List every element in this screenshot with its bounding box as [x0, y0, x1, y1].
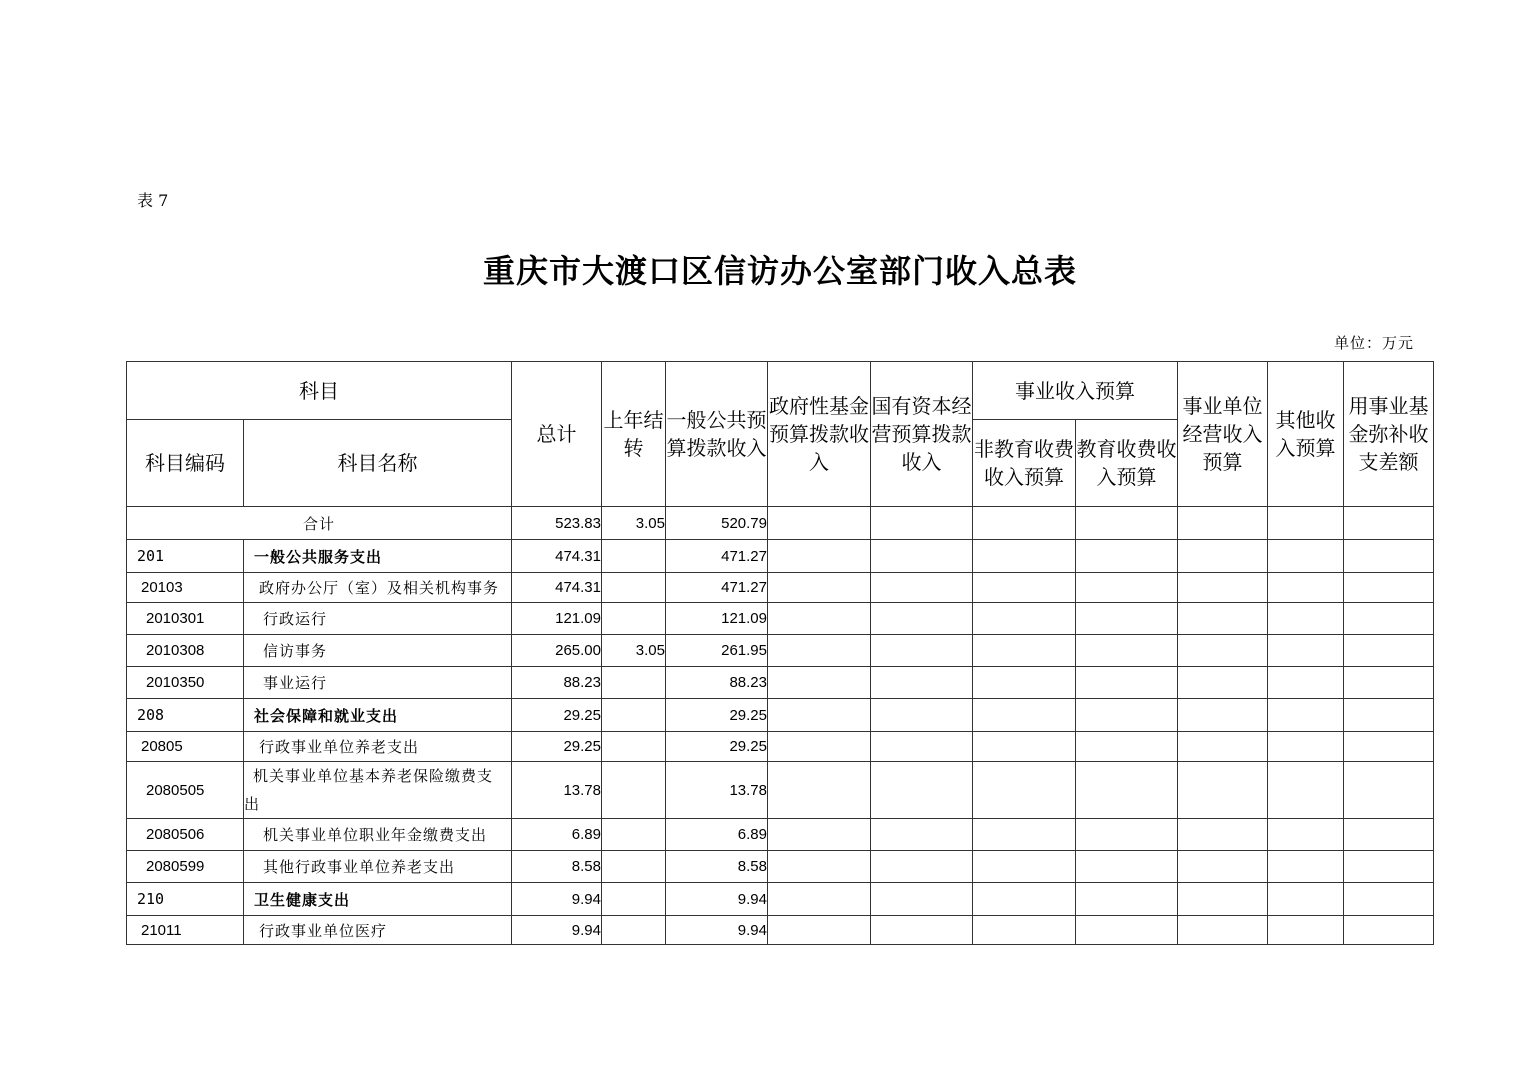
- row-carryover: [602, 762, 666, 819]
- table-row: [127, 540, 1434, 573]
- header-gov-fund: 政府性基金预算拨款收入: [768, 362, 871, 507]
- row-general: 121.09: [666, 603, 768, 635]
- row-total: 474.31: [512, 573, 602, 603]
- row-carryover: [602, 851, 666, 883]
- table-row: [127, 762, 1434, 819]
- row-name: 行政运行: [244, 603, 512, 635]
- row-carryover: 3.05: [602, 635, 666, 667]
- row-code: 2010308: [127, 635, 244, 667]
- header-business-income: 事业收入预算: [973, 362, 1178, 420]
- row-name: 信访事务: [244, 635, 512, 667]
- unit-label: 单位：万元: [1334, 334, 1415, 352]
- table-label: 表 7: [137, 191, 169, 210]
- header-unit-operation: 事业单位经营收入预算: [1178, 362, 1268, 507]
- row-code: 208: [127, 699, 244, 732]
- row-carryover: [602, 883, 666, 916]
- row-total: 29.25: [512, 732, 602, 762]
- row-code: 21011: [127, 916, 244, 945]
- table-row: [127, 573, 1434, 603]
- header-fund-balance: 用事业基金弥补收支差额: [1344, 362, 1434, 507]
- row-name: 行政事业单位医疗: [244, 916, 512, 945]
- total-label: 合计: [127, 507, 512, 540]
- header-name: 科目名称: [244, 420, 512, 507]
- header-row-1: [127, 362, 1434, 420]
- row-name-text: 机关事业单位基本养老保险缴费支出: [244, 767, 494, 813]
- total-total: 523.83: [512, 507, 602, 540]
- row-name: 政府办公厅（室）及相关机构事务: [244, 573, 512, 603]
- row-general: 471.27: [666, 573, 768, 603]
- row-carryover: [602, 819, 666, 851]
- row-name: 其他行政事业单位养老支出: [244, 851, 512, 883]
- row-carryover: [602, 916, 666, 945]
- row-name: [244, 762, 512, 819]
- row-name: 一般公共服务支出: [244, 540, 512, 573]
- row-code: 210: [127, 883, 244, 916]
- row-general: 261.95: [666, 635, 768, 667]
- row-name: 事业运行: [244, 667, 512, 699]
- row-code: 2080505: [127, 762, 244, 819]
- row-total: 9.94: [512, 883, 602, 916]
- total-row: [127, 507, 1434, 540]
- table-row: [127, 732, 1434, 762]
- table-row: [127, 667, 1434, 699]
- row-general: 29.25: [666, 732, 768, 762]
- header-carryover: 上年结转: [602, 362, 666, 507]
- row-carryover: [602, 573, 666, 603]
- row-general: 8.58: [666, 851, 768, 883]
- row-total: 265.00: [512, 635, 602, 667]
- row-general: 9.94: [666, 916, 768, 945]
- row-general: 6.89: [666, 819, 768, 851]
- header-other: 其他收入预算: [1268, 362, 1344, 507]
- row-general: 471.27: [666, 540, 768, 573]
- row-carryover: [602, 540, 666, 573]
- row-general: 9.94: [666, 883, 768, 916]
- table-row: [127, 699, 1434, 732]
- row-name: 社会保障和就业支出: [244, 699, 512, 732]
- table-row: [127, 819, 1434, 851]
- income-table: [126, 361, 1434, 945]
- row-total: 9.94: [512, 916, 602, 945]
- row-general: 29.25: [666, 699, 768, 732]
- document-title: 重庆市大渡口区信访办公室部门收入总表: [482, 252, 1077, 290]
- row-code: 2080506: [127, 819, 244, 851]
- header-code: 科目编码: [127, 420, 244, 507]
- row-total: 6.89: [512, 819, 602, 851]
- row-name: 行政事业单位养老支出: [244, 732, 512, 762]
- row-total: 88.23: [512, 667, 602, 699]
- row-name: 机关事业单位职业年金缴费支出: [244, 819, 512, 851]
- row-carryover: [602, 667, 666, 699]
- table-row: [127, 883, 1434, 916]
- row-general: 13.78: [666, 762, 768, 819]
- row-code: 201: [127, 540, 244, 573]
- row-code: 2080599: [127, 851, 244, 883]
- row-total: 13.78: [512, 762, 602, 819]
- header-non-edu: 非教育收费收入预算: [973, 420, 1076, 507]
- row-code: 2010350: [127, 667, 244, 699]
- table-row: [127, 635, 1434, 667]
- row-name: 卫生健康支出: [244, 883, 512, 916]
- table-row: [127, 603, 1434, 635]
- header-edu: 教育收费收入预算: [1076, 420, 1178, 507]
- row-total: 8.58: [512, 851, 602, 883]
- row-code: 20805: [127, 732, 244, 762]
- row-carryover: [602, 699, 666, 732]
- header-subject: 科目: [127, 362, 512, 420]
- header-total: 总计: [512, 362, 602, 507]
- row-carryover: [602, 732, 666, 762]
- row-carryover: [602, 603, 666, 635]
- header-state-capital: 国有资本经营预算拨款收入: [871, 362, 973, 507]
- row-total: 29.25: [512, 699, 602, 732]
- row-total: 121.09: [512, 603, 602, 635]
- table-row: [127, 916, 1434, 945]
- row-general: 88.23: [666, 667, 768, 699]
- header-general-budget: 一般公共预算拨款收入: [666, 362, 768, 507]
- total-general: 520.79: [666, 507, 768, 540]
- total-carryover: 3.05: [602, 507, 666, 540]
- row-code: 20103: [127, 573, 244, 603]
- table-row: [127, 851, 1434, 883]
- row-total: 474.31: [512, 540, 602, 573]
- row-code: 2010301: [127, 603, 244, 635]
